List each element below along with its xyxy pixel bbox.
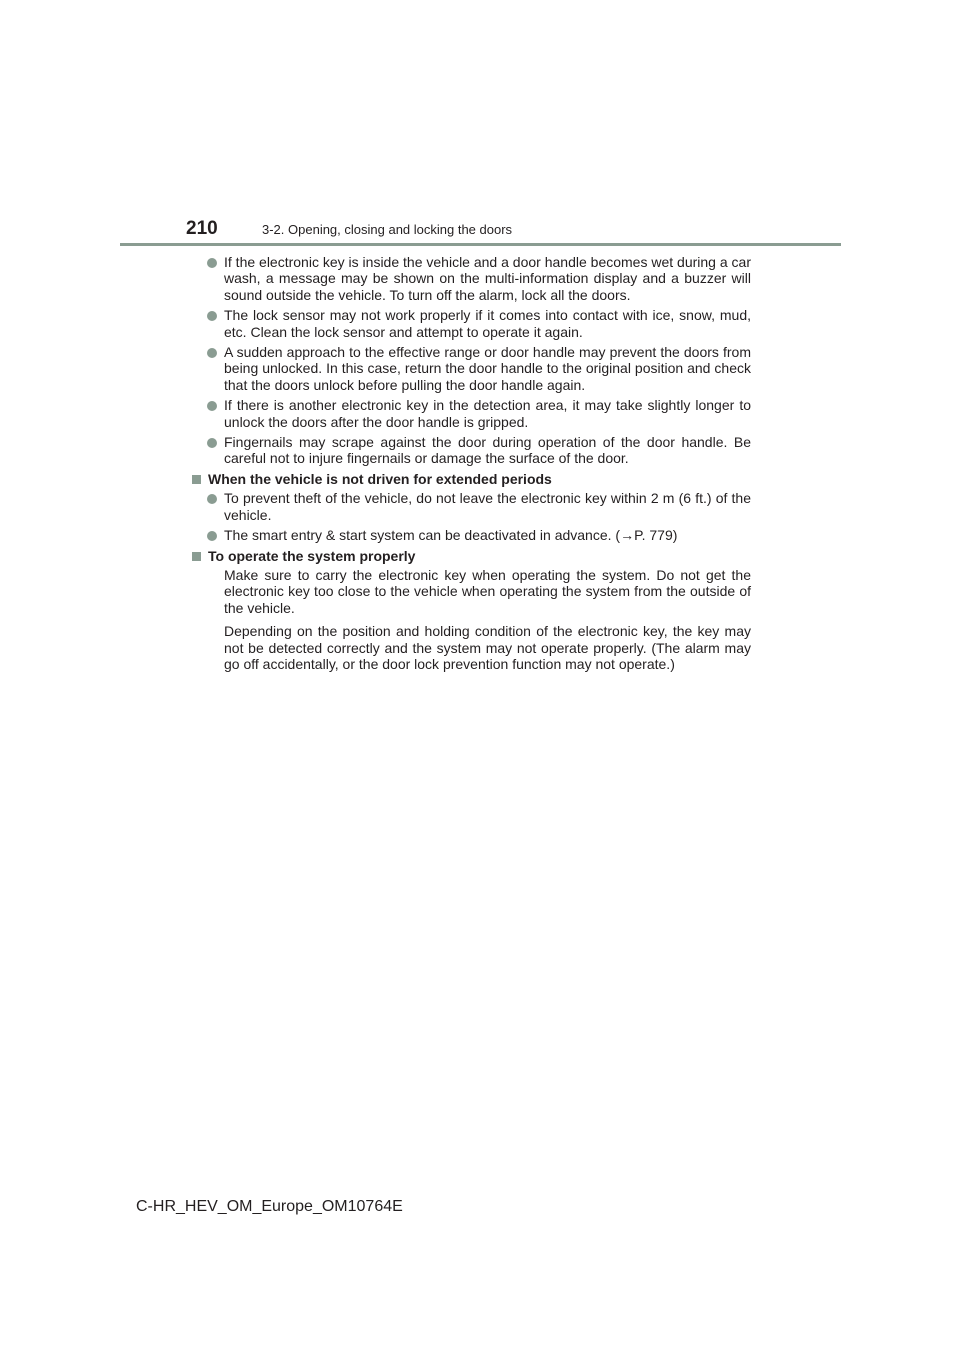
paragraph: Depending on the position and holding condition of the electronic key, the key may not be detected correctly and the system may not operate properly. (The alarm may go off accidentally, or the door lock prevention function may not operate.) [224,623,751,672]
circle-bullet-icon [207,401,217,411]
list-item [206,397,751,430]
section-title: 3-2. Opening, closing and locking the doors [262,222,513,237]
list-item [206,434,751,467]
circle-bullet-icon [207,494,217,504]
section-heading-operate-properly [192,548,751,564]
bullet-text: The smart entry & start system can be deactivated in advance. (→P. 779) [224,527,678,544]
bullet-text: The lock sensor may not work properly if it comes into contact with ice, snow, mud, etc. Clean the lock sensor and attempt to operate it again. [224,307,751,340]
bullet-text: If the electronic key is inside the vehicle and a door handle becomes wet during a car wash, a message may be shown on the multi-information display and a buzzer will sound outside the vehicle. To turn off the alarm, lock all the doors. [224,254,751,303]
list-item [206,307,751,340]
list-item [206,527,751,543]
bullet-text: If there is another electronic key in the detection area, it may take slightly longer to unlock the doors after the door handle is gripped. [224,397,751,430]
square-heading-icon [192,475,201,484]
circle-bullet-icon [207,311,217,321]
paragraph: Make sure to carry the electronic key when operating the system. Do not get the electronic key too close to the vehicle when operating the system from the outside of the vehicle. [224,566,751,616]
heading-text: When the vehicle is not driven for extended periods [208,470,552,487]
circle-bullet-icon [207,348,217,358]
list-item [206,254,751,303]
header-divider [120,243,841,246]
circle-bullet-icon [207,531,217,541]
circle-bullet-icon [207,438,217,448]
bullet-text: A sudden approach to the effective range or door handle may prevent the doors from being unlocked. In this case, return the door handle to the original position and check that the doors unlock before pulling the door handle again. [224,344,751,393]
bullet-text: To prevent theft of the vehicle, do not leave the electronic key within 2 m (6 ft.) of the vehicle. [224,490,751,523]
list-item [206,490,751,523]
page-number: 210 [186,218,218,239]
bullet-text: Fingernails may scrape against the door during operation of the door handle. Be careful not to injure fingernails or damage the surface of the door. [224,434,751,467]
circle-bullet-icon [207,258,217,268]
heading-text: To operate the system properly [208,547,416,564]
square-heading-icon [192,552,201,561]
list-item [206,344,751,393]
document-code: C-HR_HEV_OM_Europe_OM10764E [136,1198,403,1215]
section-heading-extended-periods [192,471,751,487]
page-content [206,254,751,679]
page-header [186,216,746,242]
